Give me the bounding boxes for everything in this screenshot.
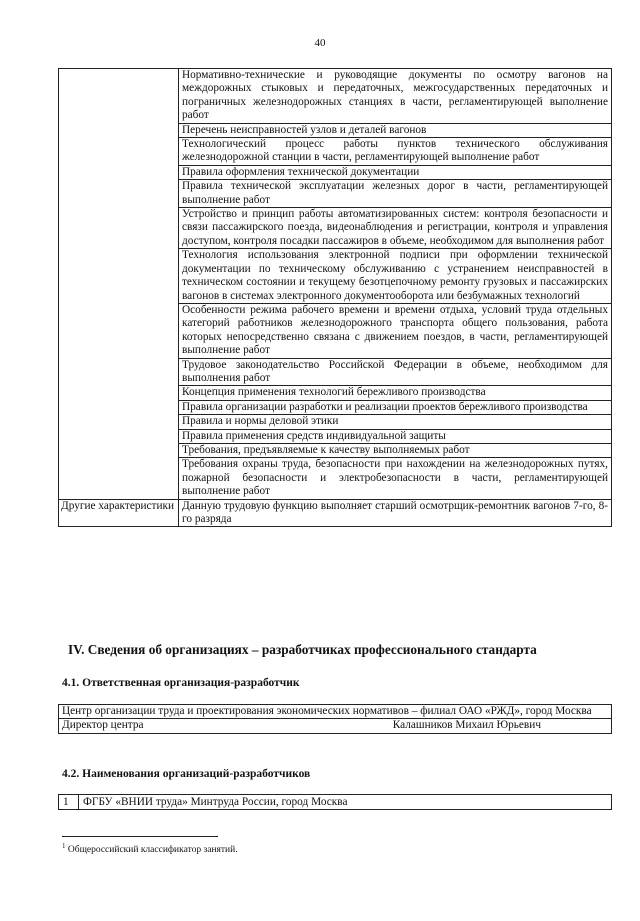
knowledge-item: Технологический процесс работы пунктов технического обслуживания железнодорожной станции в части, регламентирующей выполнение работ: [179, 138, 612, 166]
table-row: [59, 705, 612, 719]
knowledge-item: Требования охраны труда, безопасности при нахождении на железнодорожных путях, пожарной безопасности и электробезопасности в части, регламентирующей выполнение работ: [179, 458, 612, 499]
knowledge-item: Нормативно-технические и руководящие документы по осмотру вагонов на междорожных стыковых и передаточных, межгосударственных передаточных и пограничных железнодорожных станциях в части, регламентирующей выполнение работ: [179, 69, 612, 124]
responsible-org-name: Центр организации труда и проектирования экономических нормативов – филиал ОАО «РЖД», город Москва: [59, 705, 612, 719]
developers-heading: 4.2. Наименования организаций-разработчиков: [62, 768, 311, 780]
section-title: IV. Сведения об организациях – разработчиках профессионального стандарта: [68, 642, 537, 657]
knowledge-item: Правила организации разработки и реализации проектов бережливого производства: [179, 400, 612, 414]
knowledge-item: Правила применения средств индивидуальной защиты: [179, 429, 612, 443]
knowledge-item: Правила и нормы деловой этики: [179, 415, 612, 429]
table-row: [59, 795, 612, 810]
footnote-text: Общероссийский классификатор занятий.: [65, 845, 238, 856]
developer-number: 1: [59, 795, 79, 810]
other-characteristics-text: Данную трудовую функцию выполняет старший осмотрщик-ремонтник вагонов 7-го, 8-го разряда: [179, 499, 612, 527]
knowledge-item: Устройство и принцип работы автоматизированных систем: контроля безопасности и связи пассажирского поезда, видеонаблюдения и регистрации, контроля и управления доступом, контроля посадки пассажиров в объеме, необходимом для выполнения работ: [179, 208, 612, 249]
table-row: [59, 69, 612, 124]
knowledge-item: Правила технической эксплуатации железных дорог в части, регламентирующей выполнение работ: [179, 180, 612, 208]
table-row: [59, 499, 612, 527]
developer-name: ФГБУ «ВНИИ труда» Минтруда России, город Москва: [79, 795, 612, 810]
empty-label-cell: [59, 69, 179, 500]
knowledge-item: Требования, предъявляемые к качеству выполняемых работ: [179, 443, 612, 457]
responsible-org-table: [58, 704, 612, 734]
table-row: [59, 719, 612, 733]
director-name: Калашников Михаил Юрьевич: [335, 719, 612, 733]
knowledge-item: Концепция применения технологий бережливого производства: [179, 386, 612, 400]
footnote-mark: 1: [62, 842, 66, 850]
director-position: Директор центра: [59, 719, 336, 733]
requirements-table: [58, 68, 612, 527]
knowledge-item: Перечень неисправностей узлов и деталей вагонов: [179, 123, 612, 137]
knowledge-item: Особенности режима рабочего времени и времени отдыха, условий труда отдельных категорий работников железнодорожного транспорта общего пользования, работа которых непосредственно связана с движением поездов, в части, регламентирующей выполнение работ: [179, 303, 612, 358]
developers-table: [58, 794, 612, 810]
knowledge-item: Технология использования электронной подписи при оформлении технической документации по техническому обслуживанию с устранением неисправностей в техническом состоянии и текущему безотцепочному ремонту грузовых и пассажирских вагонов в системах электронного документооборота или безбумажных технологий: [179, 249, 612, 304]
page-number: 40: [314, 37, 326, 49]
knowledge-item: Правила оформления технической документации: [179, 165, 612, 179]
responsible-org-heading: 4.1. Ответственная организация-разработчик: [62, 677, 300, 689]
knowledge-item: Трудовое законодательство Российской Федерации в объеме, необходимом для выполнения работ: [179, 358, 612, 386]
other-characteristics-label: Другие характеристики: [59, 499, 179, 527]
footnote-divider: [62, 836, 218, 837]
footnote: [62, 842, 238, 855]
